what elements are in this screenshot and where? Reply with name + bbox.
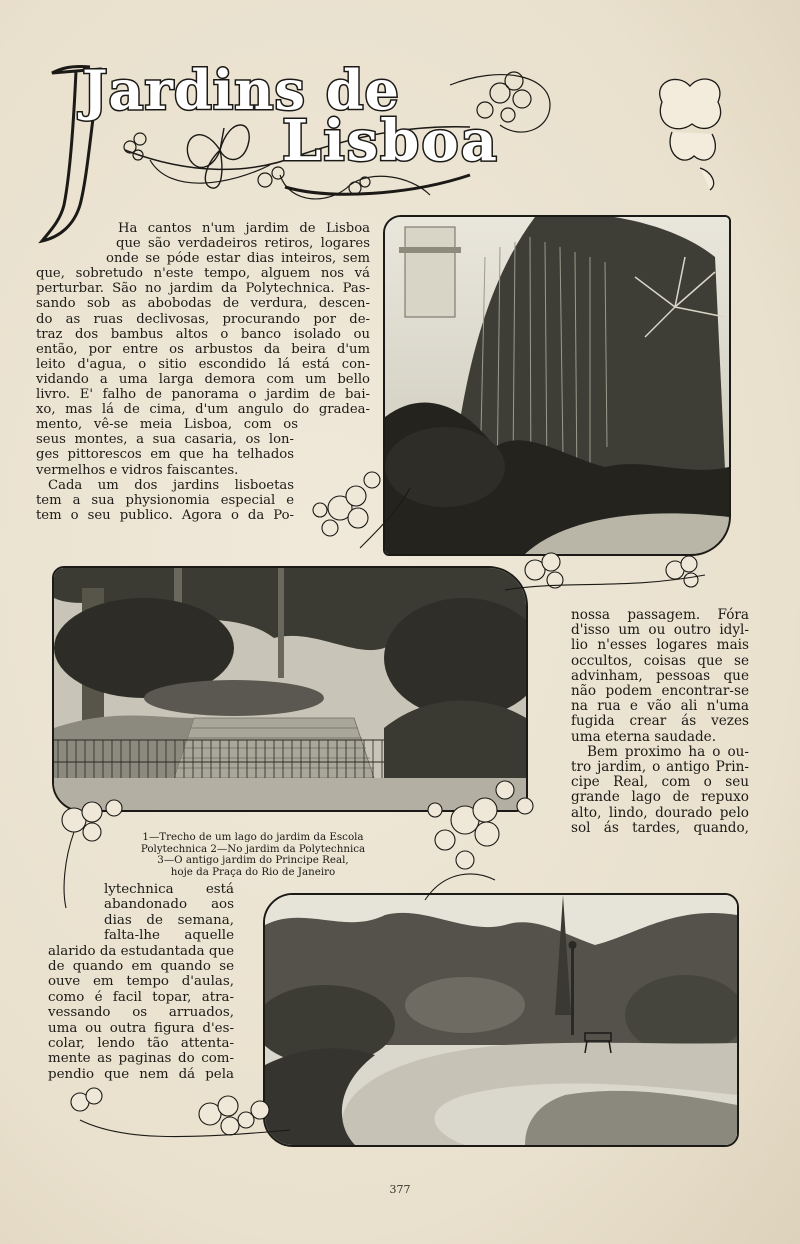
text-line: leito d'agua, o sitio escondido lá está con-: [36, 356, 370, 372]
text-line: uma eterna saudade.: [571, 728, 717, 745]
text-line: grande lago de repuxo: [571, 789, 749, 806]
text-line: do as ruas declivosas, procurando por de-: [36, 311, 370, 327]
text-line: lio n'esses logares mais: [571, 637, 749, 654]
text-line: xo, mas lá de cima, d'um angulo do gradea-: [36, 402, 370, 418]
butterfly-icon: [187, 125, 249, 188]
column-top-left: [36, 221, 370, 523]
text-line: vermelhos e vidros faiscantes.: [36, 462, 239, 478]
text-line: advinham, pessoas que: [571, 667, 749, 684]
caption-line: 1—Trecho de um lago do jardim da Escola: [142, 831, 364, 843]
text-line: ouve em tempo d'aulas,: [48, 974, 234, 990]
text-line: tem a sua physionomia especial e: [36, 492, 294, 508]
text-line: fugida crear ás vezes: [571, 713, 749, 730]
text-line: então, por entre os arbustos da beira d'um: [36, 341, 370, 357]
photo-polytechnica-garden: [52, 566, 528, 812]
text-line: que, sobretudo n'este tempo, alguem nos vá: [36, 266, 370, 282]
text-line: alto, lindo, dourado pelo: [571, 804, 749, 821]
text-line: de quando em quando se: [48, 959, 234, 975]
text-line: sol ás tardes, quando,: [571, 819, 749, 836]
text-line: sando sob as abobodas de verdura, descen-: [36, 296, 370, 312]
text-line: que são verdadeiros retiros, logares: [116, 236, 370, 252]
column-right: [571, 608, 749, 836]
photo-polytechnica-lake: [383, 215, 731, 556]
text-line: onde se póde estar dias inteiros, sem: [106, 251, 370, 267]
text-line: tem o seu publico. Agora o da Po-: [36, 507, 294, 523]
text-line: perturbar. São no jardim da Polytechnica. Pas-: [36, 281, 370, 297]
caption-line: Polytechnica 2—No jardim da Polytechnica: [140, 842, 366, 855]
text-line: cipe Real, com o seu: [571, 774, 749, 791]
text-line: traz dos bambus altos o banco isolado ou: [36, 326, 370, 342]
text-line: lytechnica está: [104, 882, 234, 897]
text-line: alarido da estudantada que: [48, 943, 234, 959]
column-bottom-left: [48, 882, 234, 1082]
text-line: mente as paginas do com-: [48, 1051, 234, 1067]
title-lisboa: Lisboa: [282, 108, 499, 174]
text-line: nossa passagem. Fóra: [571, 607, 749, 623]
caption-line: 3—O antigo jardim do Principe Real,: [157, 854, 349, 867]
text-line: tro jardim, o antigo Prin-: [571, 759, 749, 776]
pansy-ornament-icon: [652, 72, 728, 192]
text-line: d'isso um ou outro idyl-: [571, 622, 749, 639]
text-line: livro. E' falho de panorama o jardim de bai-: [36, 387, 370, 403]
text-line: falta-lhe aquelle: [104, 928, 234, 944]
text-line: pendio que nem dá pela: [48, 1066, 234, 1082]
text-line: como é facil topar, atra-: [48, 989, 234, 1005]
text-line: vessando os arruados,: [48, 1005, 234, 1021]
text-line: Cada um dos jardins lisboetas: [48, 477, 294, 493]
text-line: colar, lendo tão attenta-: [48, 1036, 234, 1052]
text-line: não podem encontrar-se: [571, 683, 749, 700]
text-line: Bem proximo ha o ou-: [587, 743, 749, 760]
text-line: na rua e vão ali n'uma: [571, 698, 749, 715]
text-line: mento, vê-se meia Lisboa, com os: [36, 417, 298, 433]
text-line: abandonado aos: [104, 897, 234, 913]
photo-caption: [98, 832, 408, 878]
text-line: Ha cantos n'um jardim de Lisboa: [118, 221, 370, 236]
text-line: vidando a uma larga demora com um bello: [36, 371, 370, 387]
page-number: 377: [389, 1183, 411, 1196]
text-line: dias de semana,: [104, 912, 234, 928]
text-line: seus montes, a sua casaria, os lon-: [36, 432, 294, 448]
photo-principe-real: [263, 893, 739, 1147]
caption-line: hoje da Praça do Rio de Janeiro: [170, 865, 336, 878]
text-line: occultos, coisas que se: [571, 652, 749, 669]
text-line: uma ou outra figura d'es-: [48, 1020, 234, 1036]
title-jardins-de: Jardins de: [82, 58, 400, 122]
text-line: ges pittorescos em que ha telhados: [36, 447, 294, 463]
